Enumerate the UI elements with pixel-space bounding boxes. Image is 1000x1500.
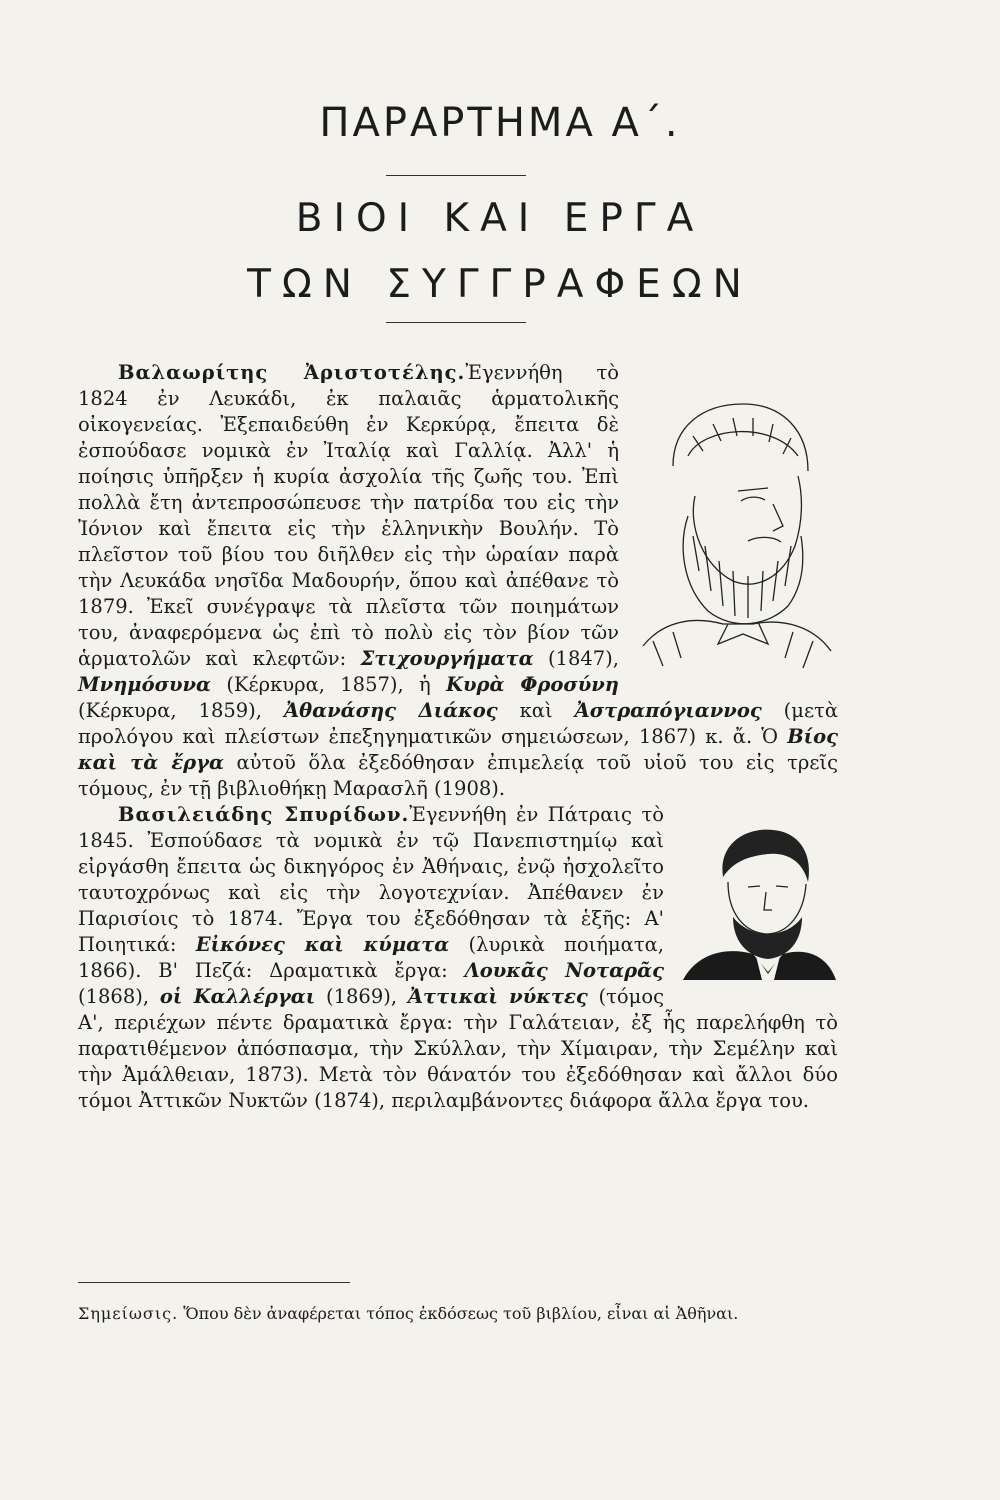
- work-text: (τόμος Α', περιέχων πέντε δραματικὰ ἔργα: τὴν Γαλάτειαν, ἐξ ἧς παρελήφθη τὸ παρατιθέμενον ἀπόσπασμα, τὴν Σκύλλαν, τὴν Χίμαιραν, τὴν Σεμέλην καὶ τὴν Ἀμάλθειαν, 1873). Μετὰ τὸν θάνατόν του ἐξεδόθησαν καὶ ἄλλοι δύο τόμοι Ἀττικῶν Νυκτῶν (1874), περιλαμβάνοντες διάφορα ἄλλα ἔργα του.: [78, 985, 838, 1112]
- title-rule-top: [386, 175, 526, 176]
- work-text: αὐτοῦ ὅλα ἐξεδόθησαν ἐπιμελείᾳ τοῦ υἱοῦ του εἰς τρεῖς τόμους, ἐν τῇ βιβλιοθήκῃ Μαρασλῆ (1908).: [78, 751, 838, 800]
- work-text: (μετὰ προλόγου καὶ πλείστων ἐπεξηγηματικῶν σημειώσεων, 1867) κ. ἄ. Ὁ: [78, 699, 839, 748]
- work-title: Λουκᾶς Νοταρᾶς: [464, 959, 664, 982]
- work-text: (1847),: [533, 647, 619, 670]
- appendix-title: ΠΑΡΑΡΤΗΜΑ Α΄.: [319, 100, 681, 146]
- main-title-line1: ΒΙΟΙ ΚΑΙ ΕΡΓΑ: [295, 196, 705, 241]
- footnote-label: Σημείωσις.: [78, 1304, 179, 1323]
- entry-body: Ἐγεννήθη ἐν Πάτραις τὸ 1845. Ἐσπούδασε τὰ νομικὰ ἐν τῷ Πανεπιστημίῳ καὶ εἰργάσθη ἔπειτα ὡς δικηγόρος ἐν Ἀθήναις, ἐνῷ ἠσχολεῖτο ταυτοχρόνως καὶ εἰς τὴν λογοτεχνίαν. Ἀπέθανεν ἐν Παρισίοις τὸ 1874. Ἔργα του ἐξεδόθησαν τὰ ἑξῆς: Α' Ποιητικά:: [78, 803, 664, 956]
- work-title: Κυρὰ Φροσύνη: [446, 673, 619, 696]
- entries-text: [78, 360, 838, 1114]
- entry-vasileiadis: [78, 802, 838, 1114]
- title-rule-bottom: [386, 322, 526, 323]
- work-title: Εἰκόνες καὶ κύματα: [195, 933, 450, 956]
- work-title: Ἀττικαὶ νύκτες: [407, 985, 588, 1008]
- work-text: (1869),: [315, 985, 408, 1008]
- footnote-rule: [78, 1282, 350, 1283]
- entry-valaoritis: [78, 360, 838, 802]
- work-title: Μνημόσυνα: [78, 673, 212, 696]
- work-title: οἱ Καλλέργαι: [159, 985, 316, 1008]
- work-title: Ἀθανάσης Διάκος: [283, 699, 498, 722]
- portrait-vasileiadis-icon: [678, 822, 838, 982]
- work-text: (1868),: [78, 985, 160, 1008]
- work-title: Στιχουργήματα: [360, 647, 534, 670]
- main-title-line2: ΤΩΝ ΣΥΓΓΡΑΦΕΩΝ: [247, 262, 753, 307]
- entry-name: Βαλαωρίτης Ἀριστοτέλης.: [118, 361, 466, 384]
- entry-name: Βασιλειάδης Σπυρίδων.: [118, 803, 410, 826]
- work-text: (Κέρκυρα, 1857), ἡ: [211, 673, 447, 696]
- work-text: (λυρικὰ ποιήματα, 1866). Β' Πεζά: Δραματικὰ ἔργα:: [78, 933, 664, 982]
- work-title: Ἀστραπόγιαννος: [574, 699, 762, 722]
- footnote: [78, 1298, 838, 1330]
- footnote-text: Ὅπου δὲν ἀναφέρεται τόπος ἐκδόσεως τοῦ βιβλίου, εἶναι αἱ Ἀθῆναι.: [178, 1304, 739, 1323]
- portrait-valaoritis-icon: [633, 396, 838, 676]
- work-text: καὶ: [497, 699, 575, 722]
- entry-body: Ἐγεννήθη τὸ 1824 ἐν Λευκάδι, ἐκ παλαιᾶς ἁρματολικῆς οἰκογενείας. Ἐξεπαιδεύθη ἐν Κερκύρᾳ, ἔπειτα δὲ ἐσπούδασε νομικὰ ἐν Ἰταλίᾳ καὶ Γαλλίᾳ. Ἀλλ' ἡ ποίησις ὑπῆρξεν ἡ κυρία ἀσχολία τῆς ζωῆς του. Ἐπὶ πολλὰ ἔτη ἀντεπροσώπευσε τὴν πατρίδα του εἰς τὴν Ἰόνιον καὶ ἔπειτα εἰς τὴν ἑλληνικὴν Βουλήν. Τὸ πλεῖστον τοῦ βίου του διῆλθεν εἰς τὴν ὡραίαν παρὰ τὴν Λευκάδα νησῖδα Μαδουρήν, ὅπου καὶ ἀπέθανε τὸ 1879. Ἐκεῖ συνέγραψε τὰ πλεῖστα τῶν ποιημάτων του, ἀναφερόμενα ὡς ἐπὶ τὸ πολὺ εἰς τὸν βίον τῶν ἁρματολῶν καὶ κλεφτῶν:: [78, 361, 619, 670]
- work-title: Βίος καὶ τὰ ἔργα: [78, 725, 838, 774]
- work-text: (Κέρκυρα, 1859),: [78, 699, 284, 722]
